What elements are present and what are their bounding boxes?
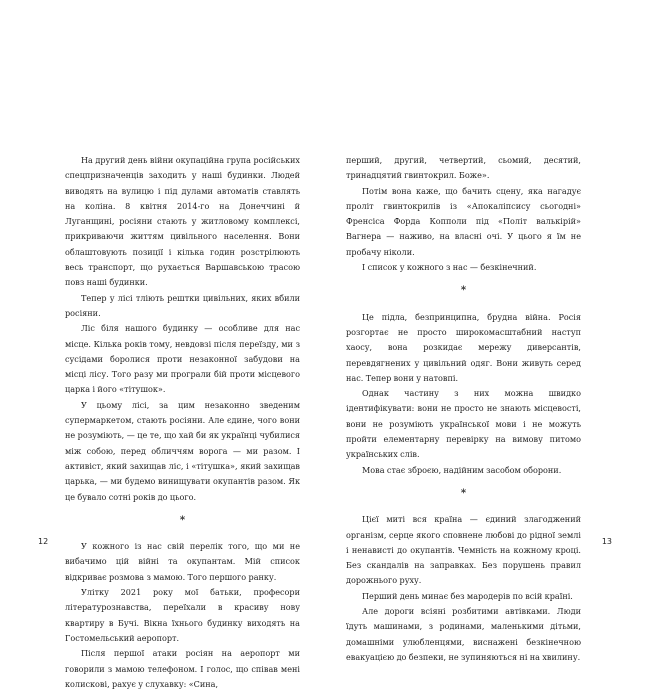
paragraph: перший, другий, четвертий, сьомий, десятий, тринадцятий гвинтокрил. Боже». bbox=[346, 155, 581, 181]
section-break-asterisk: * bbox=[460, 285, 467, 297]
section-break-asterisk: * bbox=[179, 514, 186, 526]
paragraph: У кожного із нас свій перелік того, що ми не вибачимо цій війні та окупантам. Мій список відкриває розмова з мамою. Того першого ранку. bbox=[65, 541, 300, 582]
page-number-left: 12 bbox=[38, 537, 49, 546]
paragraph: На другий день війни окупаційна група російських спецпризначенців заходить у наші будинки. Людей виводять на вулицю і під дулами автоматів ставлять на коліна. 8 квітня 2014-го на Донеччині й Луганщині, росіяни стають у житловому комплексі, прикриваючи життям цивільного населення. Вони облаштовують позиції і кілька годин розстрілюють весь транспорт, що рухається Варшавською трасою повз наші будинки. bbox=[65, 155, 300, 288]
paragraph: Це підла, безпринципна, брудна війна. Росія розгортає не просто широкомасштабний наступ хаосу, вона розкидає мережу диверсантів, перевдягнених у цивільний одяг. Вони живуть серед нас. Тепер вони у натовпі. bbox=[346, 311, 581, 383]
paragraph: У цьому лісі, за цим незаконно зведеним супермаркетом, стають росіяни. Але єдине, чого вони не розуміють, — це те, що хай би як українці чубилися між собою, перед обличчям ворога — ми разом. І активіст, який захищав ліс, і «тітушка», який захищав царька, — ми будемо винищувати окупантів разом. Як це бувало сотні років до цього. bbox=[65, 399, 300, 502]
paragraph: Але дороги всіяні розбитими автівками. Люди їдуть машинами, з родинами, маленькими дітьми, домашніми улюбленцями, виснажені безкінечною евакуацією до безпеки, не зупиняються ні на хвилину. bbox=[346, 606, 581, 662]
section-break-asterisk: * bbox=[460, 487, 467, 499]
paragraph: Потім вона каже, що бачить сцену, яка нагадує проліт гвинтокрилів із «Апокаліпсису сьогодні» Френсіса Форда Копполи під «Політ валькірій» Вагнера — наживо, на власні очі. У цього я їм не пробачу ніколи. bbox=[346, 185, 581, 257]
paragraph: Цієї миті вся країна — єдиний злагоджений організм, серце якого сповнене любові до рідної землі і ненависті до окупантів. Чемність на кожному кроці. Без скандалів на заправках. Без порушень правил дорожнього руху. bbox=[346, 514, 581, 586]
page-number-right: 13 bbox=[601, 537, 612, 546]
paragraph: І список у кожного з нас — безкінечний. bbox=[362, 262, 537, 273]
paragraph: Тепер у лісі тліють рештки цивільних, яких вбили росіяни. bbox=[65, 292, 300, 318]
paragraph: Улітку 2021 року мої батьки, професори літературознавства, переїхали в красиву нову квартиру в Бучі. Вікна їхнього будинку виходять на Гостомельський аеропорт. bbox=[65, 587, 300, 643]
paragraph: Перший день минає без мародерів по всій країні. bbox=[362, 590, 573, 601]
paragraph: Мова стає зброєю, надійним засобом оборони. bbox=[362, 464, 562, 475]
paragraph: Після першої атаки росіян на аеропорт ми говорили з мамою телефоном. І голос, що співав мені колискові, рахує у слухавку: «Сина, bbox=[65, 648, 300, 689]
left-page bbox=[65, 153, 300, 692]
right-page bbox=[346, 153, 581, 665]
paragraph: Однак частину з них можна швидко ідентифікувати: вони не просто не знають місцевості, вони не розуміють української мови і не можуть пройти елементарну перевірку на вимову питомо українських слів. bbox=[346, 388, 581, 460]
paragraph: Ліс біля нашого будинку — особливе для нас місце. Кілька років тому, невдовзі після переїзду, ми з сусідами боролися проти незаконної забудови на місці лісу. Того разу ми програли бій проти місцевого царка і його «тітушок». bbox=[65, 323, 300, 395]
